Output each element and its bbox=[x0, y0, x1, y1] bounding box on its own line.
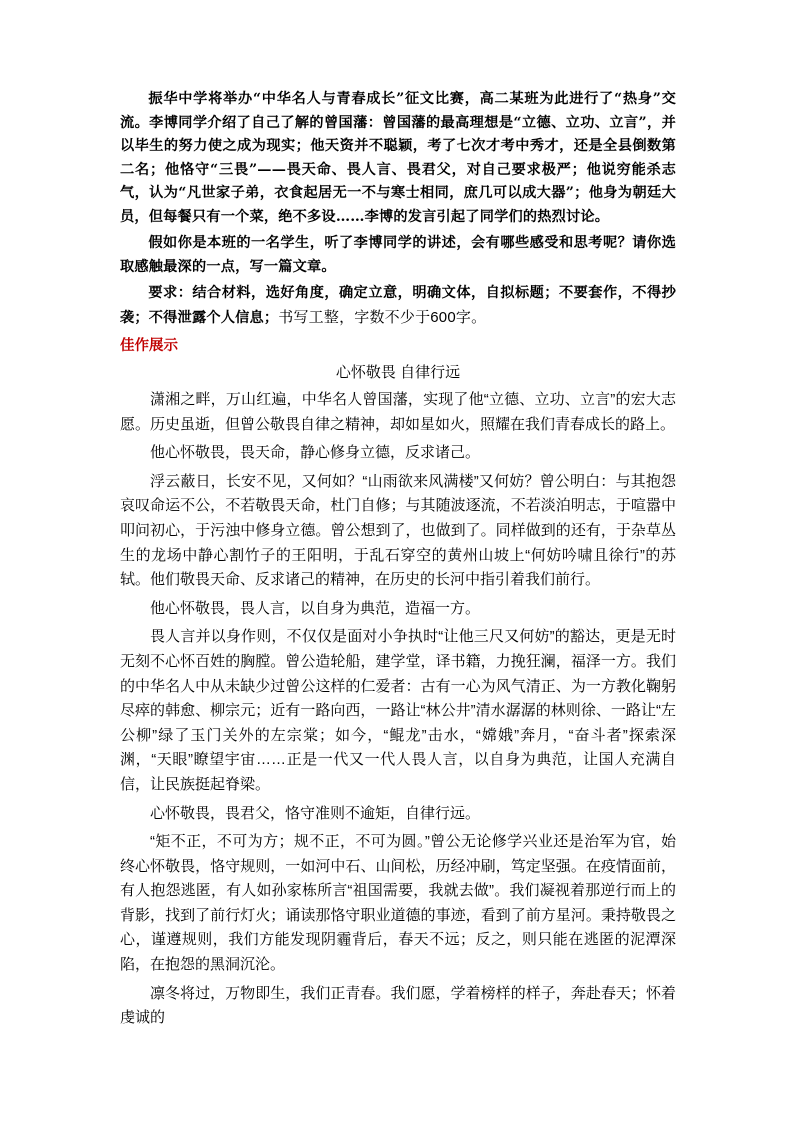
requirements-tail: 书写工整，字数不少于600字。 bbox=[278, 308, 487, 326]
essay-paragraph: 他心怀敬畏，畏天命，静心修身立德，反求诸己。 bbox=[150, 444, 481, 462]
model-essay bbox=[120, 361, 676, 1031]
section-heading: 佳作展示 bbox=[120, 338, 178, 354]
essay-paragraph: 凛冬将过，万物即生，我们正青春。我们愿，学着榜样的样子，奔赴春天；怀着虔诚的 bbox=[120, 984, 676, 1027]
essay-paragraph: 潇湘之畔，万山红遍，中华名人曾国藩，实现了他“立德、立功、立言”的宏大志愿。历史虽逝，但曾公敬畏自律之精神，却如星如火，照耀在我们青春成长的路上。 bbox=[120, 391, 676, 433]
essay-paragraph: 畏人言并以身作则，不仅仅是面对小争执时“让他三尺又何妨”的豁达，更是无时无刻不心怀百姓的胸膛。曾公造轮船，建学堂，译书籍，力挽狂澜，福泽一方。我们的中华名人中从未缺少过曾公这样的仁爱者：古有一心为风气清正、为一方教化鞠躬尽瘁的韩愈、柳宗元；近有一路向西，一路让“林公井”清水潺潺的林则徐、一路让“左公柳”绿了玉门关外的左宗棠；如今，“鲲龙”击水，“嫦娥”奔月，“奋斗者”探索深渊，“天眼”瞭望宇宙……正是一代又一代人畏人言，以自身为典范，让国人充满自信，让民族挺起脊梁。 bbox=[120, 628, 676, 793]
requirements-main: 要求：结合材料，选好角度，确定立意，明确文体，自拟标题；不要套作，不得抄袭；不得泄露个人信息； bbox=[120, 285, 676, 326]
prompt-material-paragraph: 振华中学将举办“中华名人与青春成长”征文比赛，高二某班为此进行了“热身”交流。李博同学介绍了自己了解的曾国藩：曾国藩的最高理想是“立德、立功、立言”，并以毕生的努力使之成为现实；他天资并不聪颖，考了七次才考中秀才，还是全县倒数第二名；他恪守“三畏”——畏天命、畏人言、畏君父，对自己要求极严；他说穷能杀志气，认为“凡世家子弟，衣食起居无一不与寒士相同，庶几可以成大器”；他身为朝廷大员，但每餐只有一个菜，绝不多设……李博的发言引起了同学们的热烈讨论。 bbox=[120, 91, 676, 225]
essay-paragraph: “矩不正，不可为方；规不正，不可为圆。”曾公无论修学兴业还是治军为官，始终心怀敬畏，恪守规则，一如河中石、山间松，历经冲刷，笃定坚强。在疫情面前，有人抱怨逃匿，有人如孙家栋所言“祖国需要，我就去做”。我们凝视着那逆行而上的背影，找到了前行灯火；诵读那恪守职业道德的事迹，看到了前方星河。秉持敬畏之心，谨遵规则，我们方能发现阴霾背后，春天不远；反之，则只能在逃匿的泥潭深陷，在抱怨的黑洞沉沦。 bbox=[120, 833, 676, 974]
prompt-requirements bbox=[120, 282, 676, 330]
essay-paragraph: 浮云蔽日，长安不见，又何如？“山雨欲来风满楼”又何妨？曾公明白：与其抱怨哀叹命运不公，不若敬畏天命，杜门自修；与其随波逐流，不若淡泊明志，于喧嚣中叩问初心，于污浊中修身立德。曾公想到了，也做到了。同样做到的还有，于杂草丛生的龙场中静心割竹子的王阳明，于乱石穿空的黄州山坡上“何妨吟啸且徐行”的苏轼。他们敬畏天命、反求诸己的精神，在历史的长河中指引着我们前行。 bbox=[120, 472, 676, 589]
essay-title: 心怀敬畏 自律行远 bbox=[335, 364, 461, 381]
essay-paragraph: 心怀敬畏，畏君父，恪守准则不逾矩，自律行远。 bbox=[150, 804, 481, 822]
prompt-task-paragraph: 假如你是本班的一名学生，听了李博同学的讲述，会有哪些感受和思考呢？请你选取感触最深的一点，写一篇文章。 bbox=[120, 235, 676, 275]
writing-prompt bbox=[120, 88, 676, 330]
document-page bbox=[120, 88, 676, 1035]
essay-paragraph: 他心怀敬畏，畏人言，以自身为典范，造福一方。 bbox=[150, 599, 481, 617]
